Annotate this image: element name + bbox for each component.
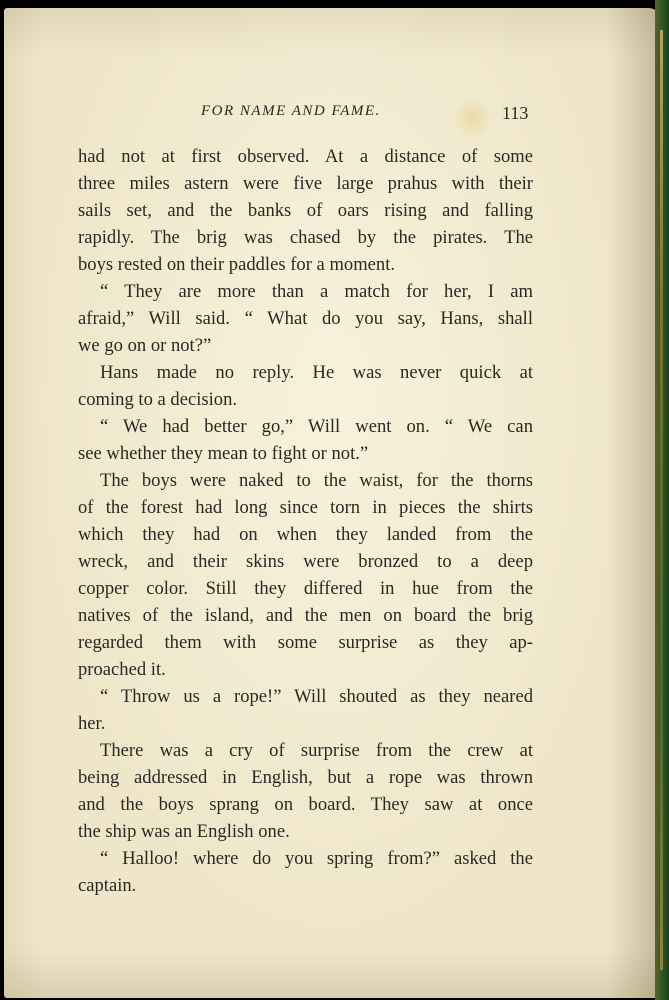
spine-binding-strip — [660, 30, 663, 970]
text-line: of the forest had long since torn in pieces the shirts — [78, 497, 533, 518]
text-line: being addressed in English, but a rope was thrown — [78, 767, 533, 788]
text-line: we go on or not?” — [78, 335, 212, 356]
text-line: afraid,” Will said. “ What do you say, Hans, shall — [78, 308, 533, 329]
text-line: natives of the island, and the men on board the brig — [78, 605, 533, 626]
book-spine-edge — [655, 0, 669, 1000]
text-line: rapidly. The brig was chased by the pirates. The — [78, 227, 533, 248]
text-line: boys rested on their paddles for a moment. — [78, 254, 396, 275]
page-number: 113 — [502, 103, 529, 123]
text-line: “ Throw us a rope!” Will shouted as they neared — [100, 686, 533, 707]
text-line: three miles astern were five large prahus with their — [78, 173, 533, 194]
text-line: captain. — [78, 875, 137, 896]
text-line: had not at first observed. At a distance of some — [78, 146, 533, 167]
text-line: coming to a decision. — [78, 389, 238, 410]
text-line: and the boys sprang on board. They saw at once — [78, 794, 533, 815]
text-line: “ Halloo! where do you spring from?” asked the — [100, 848, 533, 869]
text-line: wreck, and their skins were bronzed to a deep — [78, 551, 533, 572]
text-line: her. — [78, 713, 106, 734]
running-head: FOR NAME AND FAME. — [201, 103, 381, 119]
text-line: see whether they mean to fight or not.” — [78, 443, 369, 464]
text-line: “ They are more than a match for her, I am — [100, 281, 533, 302]
text-line: the ship was an English one. — [78, 821, 290, 842]
text-line: The boys were naked to the waist, for the thorns — [100, 470, 533, 491]
text-line: Hans made no reply. He was never quick at — [100, 362, 533, 383]
body-text — [78, 143, 533, 899]
text-line: proached it. — [78, 659, 166, 680]
text-line: sails set, and the banks of oars rising and falling — [78, 200, 533, 221]
text-line: There was a cry of surprise from the crew at — [100, 740, 533, 761]
text-line: regarded them with some surprise as they ap- — [78, 632, 533, 653]
page-header — [0, 103, 669, 127]
text-line: which they had on when they landed from the — [78, 524, 533, 545]
text-line: copper color. Still they differed in hue from the — [78, 578, 533, 599]
text-line: “ We had better go,” Will went on. “ We can — [100, 416, 533, 437]
